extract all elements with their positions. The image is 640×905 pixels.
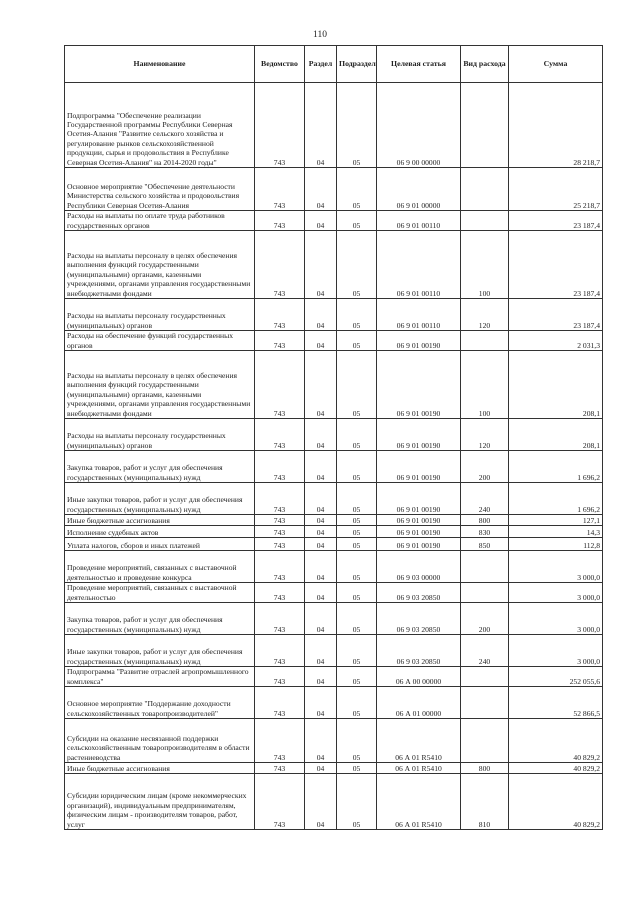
row-name: Субсидии юридическим лицам (кроме некоммерческих организаций), индивидуальным предпринимателям, физическим лицам - производителям товаров, работ, услуг (65, 774, 255, 830)
row-statya: 06 9 03 20850 (377, 635, 461, 667)
row-name: Основное мероприятие "Поддержание доходности сельскохозяйственных товаропроизводителей" (65, 687, 255, 719)
row-summa: 208,1 (509, 419, 603, 451)
row-name: Иные закупки товаров, работ и услуг для обеспечения государственных (муниципальных) нужд (65, 483, 255, 515)
row-statya: 06 9 01 00190 (377, 538, 461, 551)
row-statya: 06 9 01 00190 (377, 331, 461, 351)
row-vedomstvo: 743 (255, 667, 305, 687)
table-row (65, 331, 603, 351)
row-razdel: 04 (305, 83, 337, 168)
row-razdel: 04 (305, 299, 337, 331)
row-podrazdel: 05 (337, 231, 377, 299)
row-vid (461, 583, 509, 603)
row-podrazdel: 05 (337, 483, 377, 515)
row-razdel: 04 (305, 774, 337, 830)
row-summa: 208,1 (509, 351, 603, 419)
row-vedomstvo: 743 (255, 451, 305, 483)
row-podrazdel: 05 (337, 351, 377, 419)
row-vedomstvo: 743 (255, 687, 305, 719)
row-vid (461, 719, 509, 763)
row-statya: 06 9 01 00190 (377, 351, 461, 419)
row-vid (461, 83, 509, 168)
row-vedomstvo: 743 (255, 351, 305, 419)
row-vid: 830 (461, 526, 509, 538)
row-razdel: 04 (305, 231, 337, 299)
table-row (65, 687, 603, 719)
row-podrazdel: 05 (337, 635, 377, 667)
row-vid: 240 (461, 483, 509, 515)
table-row (65, 526, 603, 538)
row-razdel: 04 (305, 538, 337, 551)
row-razdel: 04 (305, 687, 337, 719)
row-summa: 25 218,7 (509, 168, 603, 211)
row-summa: 1 696,2 (509, 451, 603, 483)
row-vid: 810 (461, 774, 509, 830)
row-vid: 800 (461, 763, 509, 774)
row-razdel: 04 (305, 451, 337, 483)
row-vedomstvo: 743 (255, 211, 305, 231)
table-row (65, 719, 603, 763)
row-vid: 100 (461, 351, 509, 419)
row-statya: 06 9 03 20850 (377, 583, 461, 603)
row-summa: 23 187,4 (509, 211, 603, 231)
row-vedomstvo: 743 (255, 83, 305, 168)
table-row (65, 451, 603, 483)
row-vedomstvo: 743 (255, 231, 305, 299)
row-razdel: 04 (305, 515, 337, 526)
row-summa: 252 055,6 (509, 667, 603, 687)
row-razdel: 04 (305, 603, 337, 635)
row-vedomstvo: 743 (255, 583, 305, 603)
row-statya: 06 9 03 20850 (377, 603, 461, 635)
table-row (65, 763, 603, 774)
header-vedomstvo: Ведомство (255, 46, 305, 83)
row-name: Иные бюджетные ассигнования (65, 515, 255, 526)
row-vid: 200 (461, 603, 509, 635)
table-row (65, 774, 603, 830)
row-razdel: 04 (305, 419, 337, 451)
row-name: Субсидии на оказание несвязанной поддержки сельскохозяйственным товаропроизводителям в области растениеводства (65, 719, 255, 763)
table-row (65, 483, 603, 515)
row-summa: 112,8 (509, 538, 603, 551)
header-statya: Целевая статья (377, 46, 461, 83)
row-summa: 3 000,0 (509, 603, 603, 635)
row-razdel: 04 (305, 526, 337, 538)
table-row (65, 351, 603, 419)
table-row (65, 583, 603, 603)
row-summa: 1 696,2 (509, 483, 603, 515)
row-name: Исполнение судебных актов (65, 526, 255, 538)
row-razdel: 04 (305, 331, 337, 351)
row-name: Расходы на выплаты персоналу государственных (муниципальных) органов (65, 299, 255, 331)
row-vid (461, 667, 509, 687)
row-razdel: 04 (305, 551, 337, 583)
row-podrazdel: 05 (337, 299, 377, 331)
row-summa: 2 031,3 (509, 331, 603, 351)
row-podrazdel: 05 (337, 211, 377, 231)
row-podrazdel: 05 (337, 603, 377, 635)
row-statya: 06 9 01 00190 (377, 526, 461, 538)
row-statya: 06 9 01 00190 (377, 451, 461, 483)
header-vid: Вид расхода (461, 46, 509, 83)
row-name: Подпрограмма "Развитие отраслей агропромышленного комплекса" (65, 667, 255, 687)
row-vedomstvo: 743 (255, 603, 305, 635)
row-vid: 800 (461, 515, 509, 526)
row-podrazdel: 05 (337, 83, 377, 168)
row-podrazdel: 05 (337, 774, 377, 830)
row-name: Расходы на выплаты персоналу государственных (муниципальных) органов (65, 419, 255, 451)
row-statya: 06 А 01 R5410 (377, 719, 461, 763)
row-statya: 06 9 01 00110 (377, 211, 461, 231)
row-podrazdel: 05 (337, 719, 377, 763)
row-statya: 06 9 01 00190 (377, 419, 461, 451)
row-name: Проведение мероприятий, связанных с выставочной деятельностью и проведение конкурса (65, 551, 255, 583)
table-row (65, 168, 603, 211)
table-row (65, 551, 603, 583)
row-vedomstvo: 743 (255, 299, 305, 331)
row-vedomstvo: 743 (255, 515, 305, 526)
row-summa: 28 218,7 (509, 83, 603, 168)
row-summa: 3 000,0 (509, 551, 603, 583)
table-row (65, 603, 603, 635)
row-podrazdel: 05 (337, 451, 377, 483)
row-podrazdel: 05 (337, 515, 377, 526)
table-header-row (65, 46, 603, 83)
table-row (65, 299, 603, 331)
row-name: Подпрограмма "Обеспечение реализации Государственной программы Республики Северная Осетия-Алания "Развитие сельского хозяйства и регулирование рынков сельскохозяйственной продукции, сырья и продовольствия в Республике Северная Осетия-Алания" на 2014-2020 годы" (65, 83, 255, 168)
row-vid: 200 (461, 451, 509, 483)
row-name: Расходы на выплаты персоналу в целях обеспечения выполнения функций государственными (муниципальными) органами, казенными учреждениями, органами управления государственными внебюджетными фондами (65, 231, 255, 299)
row-podrazdel: 05 (337, 687, 377, 719)
row-name: Иные бюджетные ассигнования (65, 763, 255, 774)
row-vedomstvo: 743 (255, 526, 305, 538)
row-summa: 40 829,2 (509, 774, 603, 830)
row-podrazdel: 05 (337, 538, 377, 551)
row-vedomstvo: 743 (255, 331, 305, 351)
table-row (65, 538, 603, 551)
row-podrazdel: 05 (337, 331, 377, 351)
row-razdel: 04 (305, 719, 337, 763)
row-podrazdel: 05 (337, 168, 377, 211)
row-summa: 23 187,4 (509, 231, 603, 299)
row-vid (461, 211, 509, 231)
row-statya: 06 9 00 00000 (377, 83, 461, 168)
row-name: Расходы на выплаты по оплате труда работников государственных органов (65, 211, 255, 231)
row-vedomstvo: 743 (255, 168, 305, 211)
row-statya: 06 А 01 00000 (377, 687, 461, 719)
header-razdel: Раздел (305, 46, 337, 83)
row-vid: 120 (461, 299, 509, 331)
row-podrazdel: 05 (337, 583, 377, 603)
row-statya: 06 9 01 00110 (377, 231, 461, 299)
table-row (65, 419, 603, 451)
row-statya: 06 9 01 00000 (377, 168, 461, 211)
row-summa: 40 829,2 (509, 719, 603, 763)
row-razdel: 04 (305, 211, 337, 231)
table-row (65, 83, 603, 168)
row-statya: 06 9 01 00190 (377, 515, 461, 526)
header-podrazdel: Подраздел (337, 46, 377, 83)
row-vid: 100 (461, 231, 509, 299)
row-statya: 06 9 03 00000 (377, 551, 461, 583)
row-name: Закупка товаров, работ и услуг для обеспечения государственных (муниципальных) нужд (65, 451, 255, 483)
row-vid (461, 168, 509, 211)
row-vedomstvo: 743 (255, 774, 305, 830)
row-statya: 06 9 01 00190 (377, 483, 461, 515)
row-razdel: 04 (305, 483, 337, 515)
row-vedomstvo: 743 (255, 538, 305, 551)
row-podrazdel: 05 (337, 551, 377, 583)
row-name: Основное мероприятие "Обеспечение деятельности Министерства сельского хозяйства и продовольствия Республики Северная Осетия-Алания (65, 168, 255, 211)
row-razdel: 04 (305, 351, 337, 419)
row-statya: 06 А 01 R5410 (377, 774, 461, 830)
row-statya: 06 9 01 00110 (377, 299, 461, 331)
row-vedomstvo: 743 (255, 551, 305, 583)
row-vedomstvo: 743 (255, 419, 305, 451)
row-razdel: 04 (305, 763, 337, 774)
header-summa: Сумма (509, 46, 603, 83)
row-summa: 40 829,2 (509, 763, 603, 774)
row-summa: 52 866,5 (509, 687, 603, 719)
row-podrazdel: 05 (337, 763, 377, 774)
row-statya: 06 А 01 R5410 (377, 763, 461, 774)
row-razdel: 04 (305, 635, 337, 667)
row-name: Закупка товаров, работ и услуг для обеспечения государственных (муниципальных) нужд (65, 603, 255, 635)
row-vid: 120 (461, 419, 509, 451)
row-vedomstvo: 743 (255, 719, 305, 763)
row-summa: 127,1 (509, 515, 603, 526)
table-row (65, 211, 603, 231)
row-vedomstvo: 743 (255, 635, 305, 667)
table-row (65, 635, 603, 667)
row-summa: 3 000,0 (509, 635, 603, 667)
row-name: Иные закупки товаров, работ и услуг для обеспечения государственных (муниципальных) нужд (65, 635, 255, 667)
page-number: 110 (313, 30, 327, 40)
row-vid: 240 (461, 635, 509, 667)
row-vid (461, 551, 509, 583)
row-statya: 06 А 00 00000 (377, 667, 461, 687)
row-razdel: 04 (305, 667, 337, 687)
table-row (65, 667, 603, 687)
row-vid: 850 (461, 538, 509, 551)
row-vid (461, 331, 509, 351)
row-summa: 14,3 (509, 526, 603, 538)
row-name: Уплата налогов, сборов и иных платежей (65, 538, 255, 551)
row-podrazdel: 05 (337, 667, 377, 687)
table-row (65, 231, 603, 299)
budget-table (64, 45, 603, 830)
row-name: Расходы на выплаты персоналу в целях обеспечения выполнения функций государственными (муниципальными) органами, казенными учреждениями, органами управления государственными внебюджетными фондами (65, 351, 255, 419)
row-name: Расходы на обеспечение функций государственных органов (65, 331, 255, 351)
row-name: Проведение мероприятий, связанных с выставочной деятельностью (65, 583, 255, 603)
row-razdel: 04 (305, 168, 337, 211)
row-podrazdel: 05 (337, 526, 377, 538)
row-summa: 23 187,4 (509, 299, 603, 331)
row-podrazdel: 05 (337, 419, 377, 451)
row-razdel: 04 (305, 583, 337, 603)
header-name: Наименование (65, 46, 255, 83)
row-summa: 3 000,0 (509, 583, 603, 603)
row-vedomstvo: 743 (255, 483, 305, 515)
row-vid (461, 687, 509, 719)
row-vedomstvo: 743 (255, 763, 305, 774)
table-row (65, 515, 603, 526)
